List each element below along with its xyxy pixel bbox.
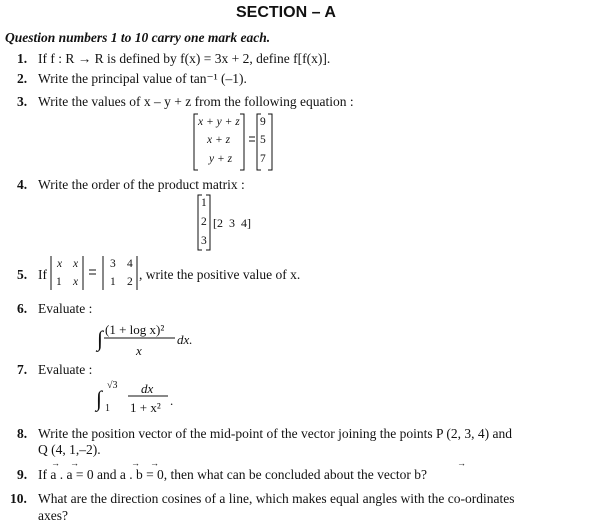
question-number-9: 9.: [17, 467, 28, 482]
q5-det-entry: 1: [110, 276, 116, 288]
question-number-10: 10.: [10, 491, 27, 506]
question-number-7: 7.: [17, 362, 28, 377]
vector-arrow: →: [70, 458, 79, 468]
question-number-8: 8.: [17, 426, 28, 441]
question-7: Evaluate :: [38, 362, 93, 377]
question-6: Evaluate :: [38, 301, 93, 316]
question-number-4: 4.: [17, 177, 28, 192]
q3-left-entry: y + z: [209, 153, 233, 165]
q4-column-entry: 2: [201, 216, 207, 228]
q3-right-entry: 5: [260, 134, 266, 146]
q4-column-entry: 1: [201, 197, 207, 209]
q3-left-entry: x + y + z: [198, 116, 240, 128]
question-number-5: 5.: [17, 267, 28, 282]
question-number-3: 3.: [17, 94, 28, 109]
q7-period: .: [170, 393, 174, 408]
vector-arrow: →: [150, 458, 159, 468]
q7-lower-limit: 1: [105, 403, 110, 414]
integral-sign: ∫: [97, 326, 104, 351]
question-10-line-1: What are the direction cosines of a line, which makes equal angles with the co-ordinates: [38, 491, 515, 506]
question-5-suffix: , write the positive value of x.: [139, 267, 301, 282]
q5-det-entry: x: [57, 258, 63, 270]
q7-upper-limit: √3: [107, 380, 118, 391]
section-title: SECTION – A: [236, 4, 336, 21]
vector-arrow: →: [51, 458, 60, 468]
vector-arrow: →: [131, 458, 140, 468]
q3-right-entry: 7: [260, 153, 266, 165]
q6-dx: dx.: [177, 332, 193, 347]
question-4: Write the order of the product matrix :: [38, 177, 245, 192]
question-5-prefix: If: [38, 267, 47, 282]
q5-det-entry: 1: [56, 276, 62, 288]
q4-column-entry: 3: [201, 235, 207, 247]
question-3: Write the values of x – y + z from the following equation :: [38, 94, 354, 109]
question-1: If f : R → R is defined by f(x) = 3x + 2, define f[f(x)].: [38, 51, 331, 66]
q5-det-entry: 4: [127, 258, 133, 270]
q6-numerator: (1 + log x)²: [105, 322, 165, 337]
q7-denominator: 1 + x²: [130, 400, 161, 415]
integral-sign: ∫: [96, 386, 103, 411]
question-2: Write the principal value of tan⁻¹ (–1).: [38, 71, 247, 86]
vector-arrow: →: [457, 458, 466, 468]
q3-left-entry: x + z: [207, 134, 231, 146]
question-8-line-1: Write the position vector of the mid-point of the vector joining the points P (2, 3, 4) and: [38, 426, 512, 441]
question-number-2: 2.: [17, 71, 28, 86]
q5-det-entry: x: [73, 258, 79, 270]
question-10-line-2: axes?: [38, 508, 68, 523]
question-8-line-2: Q (4, 1,–2).: [38, 442, 101, 457]
q7-numerator: dx: [141, 381, 154, 396]
question-number-1: 1.: [17, 51, 28, 66]
question-number-6: 6.: [17, 301, 28, 316]
instructions: Question numbers 1 to 10 carry one mark each.: [5, 30, 271, 45]
q5-det-entry: 3: [110, 258, 116, 270]
q3-right-entry: 9: [260, 116, 266, 128]
q5-det-entry: x: [73, 276, 79, 288]
question-9: If a . a = 0 and a . b = 0, then what can be concluded about the vector b?: [38, 467, 427, 482]
q4-row-matrix: [2 3 4]: [213, 216, 251, 230]
q6-denominator: x: [136, 343, 142, 358]
q5-det-entry: 2: [127, 276, 133, 288]
